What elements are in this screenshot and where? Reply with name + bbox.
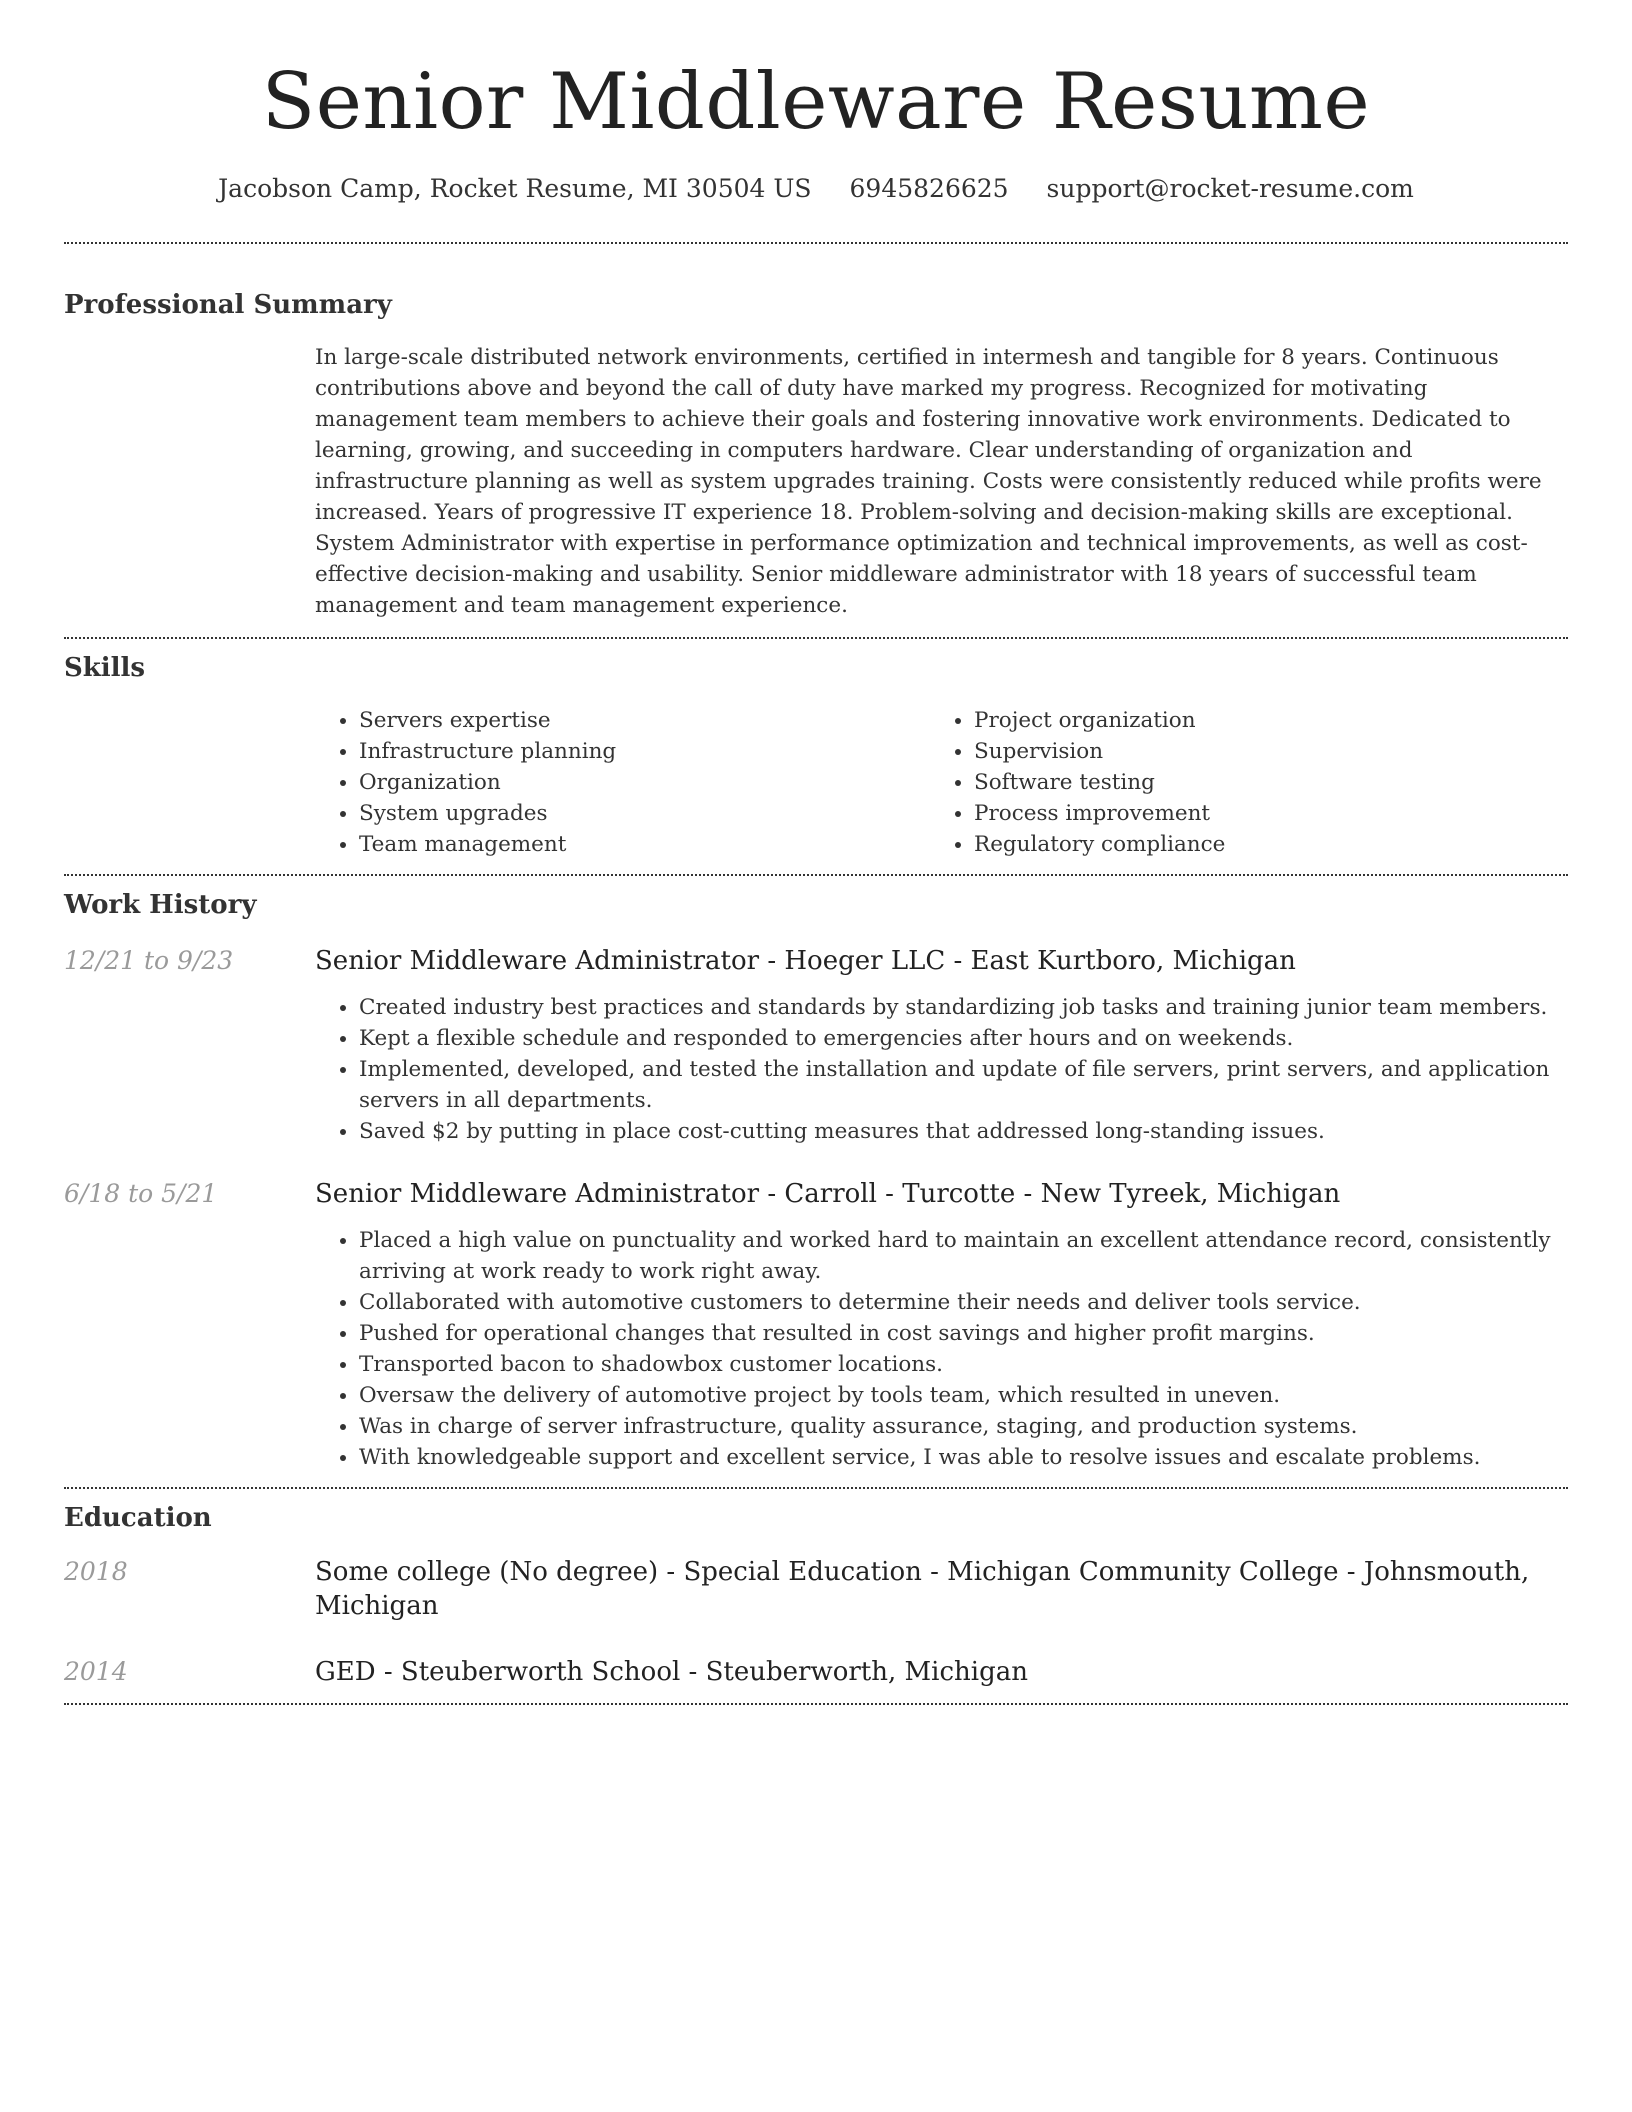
- skill-item: • Supervision: [974, 736, 1545, 767]
- contact-address: Jacobson Camp, Rocket Resume, MI 30504 US: [218, 174, 812, 203]
- job-body: [315, 1177, 1568, 1473]
- work-heading: Work History: [64, 890, 257, 920]
- job-bullet: • Collaborated with automotive customers to determine their needs and deliver tools service.: [359, 1287, 1568, 1318]
- summary-text: In large-scale distributed network environments, certified in intermesh and tangible for 8 years. Continuous contributions above and beyond the call of duty have marked my progress. Recognized for motivating management team members to achieve their goals and fostering innovative work environments. Dedicated to learning, growing, and succeeding in computers hardware. Clear understanding of organization and infrastructure planning as well as system upgrades training. Costs were consistently reduced while profits were increased. Years of progressive IT experience 18. Problem-solving and decision-making skills are exceptional. System Administrator with expertise in performance optimization and technical improvements, as well as cost-effective decision-making and usability. Senior middleware administrator with 18 years of successful team management and team management experience.: [315, 345, 1542, 618]
- job-bullet: • Created industry best practices and standards by standardizing job tasks and training junior team members.: [359, 992, 1568, 1023]
- resume-page: [64, 0, 1568, 1705]
- skill-item: • Organization: [359, 767, 930, 798]
- education-year: 2014: [64, 1657, 128, 1686]
- section-divider: [64, 637, 1568, 639]
- contact-phone: 6945826625: [849, 174, 1009, 203]
- section-divider: [64, 1703, 1568, 1705]
- skill-item: • Infrastructure planning: [359, 736, 930, 767]
- summary-heading: Professional Summary: [64, 290, 392, 320]
- job-bullets: [315, 992, 1568, 1147]
- job-title: Senior Middleware Administrator - Hoeger LLC - East Kurtboro, Michigan: [315, 946, 1296, 976]
- education-entry: [64, 1655, 1568, 1689]
- section-divider: [64, 874, 1568, 876]
- skill-item: • Software testing: [974, 767, 1545, 798]
- job-bullet: • Transported bacon to shadowbox customer locations.: [359, 1349, 1568, 1380]
- skills-column-right: [930, 705, 1545, 860]
- skill-item: • Process improvement: [974, 798, 1545, 829]
- education-entry: [64, 1555, 1568, 1623]
- skill-item: • System upgrades: [359, 798, 930, 829]
- job-bullets: [315, 1225, 1568, 1473]
- job-bullet: • With knowledgeable support and excellent service, I was able to resolve issues and escalate problems.: [359, 1442, 1568, 1473]
- job-bullet: • Pushed for operational changes that resulted in cost savings and higher profit margins.: [359, 1318, 1568, 1349]
- job-bullet: • Oversaw the delivery of automotive project by tools team, which resulted in uneven.: [359, 1380, 1568, 1411]
- education-text: Some college (No degree) - Special Education - Michigan Community College - Johnsmouth, Michigan: [315, 1557, 1530, 1621]
- skills-column-left: [315, 705, 930, 860]
- skill-item: • Servers expertise: [359, 705, 930, 736]
- skill-item: • Regulatory compliance: [974, 829, 1545, 860]
- job-bullet: • Placed a high value on punctuality and worked hard to maintain an excellent attendance record, consistently arriving at work ready to work right away.: [359, 1225, 1568, 1287]
- job-bullet: • Was in charge of server infrastructure, quality assurance, staging, and production systems.: [359, 1411, 1568, 1442]
- job-dates: 6/18 to 5/21: [64, 1179, 218, 1208]
- job-body: [315, 944, 1568, 1147]
- education-heading: Education: [64, 1503, 212, 1533]
- education-year: 2018: [64, 1557, 128, 1586]
- contact-line: [64, 172, 1568, 206]
- job-bullet: • Implemented, developed, and tested the installation and update of file servers, print servers, and application servers in all departments.: [359, 1054, 1568, 1116]
- section-divider: [64, 1487, 1568, 1489]
- skill-item: • Project organization: [974, 705, 1545, 736]
- page-title: Senior Middleware Resume: [261, 57, 1371, 147]
- section-divider: [64, 242, 1568, 244]
- skills-list: [315, 705, 1568, 874]
- job-entry: [64, 944, 1568, 1147]
- job-entry: [64, 1177, 1568, 1473]
- education-text: GED - Steuberworth School - Steuberworth, Michigan: [315, 1657, 1028, 1687]
- skills-heading: Skills: [64, 653, 146, 683]
- contact-email: support@rocket-resume.com: [1046, 174, 1414, 203]
- job-bullet: • Saved $2 by putting in place cost-cutting measures that addressed long-standing issues.: [359, 1116, 1568, 1147]
- skill-item: • Team management: [359, 829, 930, 860]
- job-title: Senior Middleware Administrator - Carroll - Turcotte - New Tyreek, Michigan: [315, 1179, 1341, 1209]
- job-bullet: • Kept a flexible schedule and responded to emergencies after hours and on weekends.: [359, 1023, 1568, 1054]
- job-dates: 12/21 to 9/23: [64, 946, 234, 975]
